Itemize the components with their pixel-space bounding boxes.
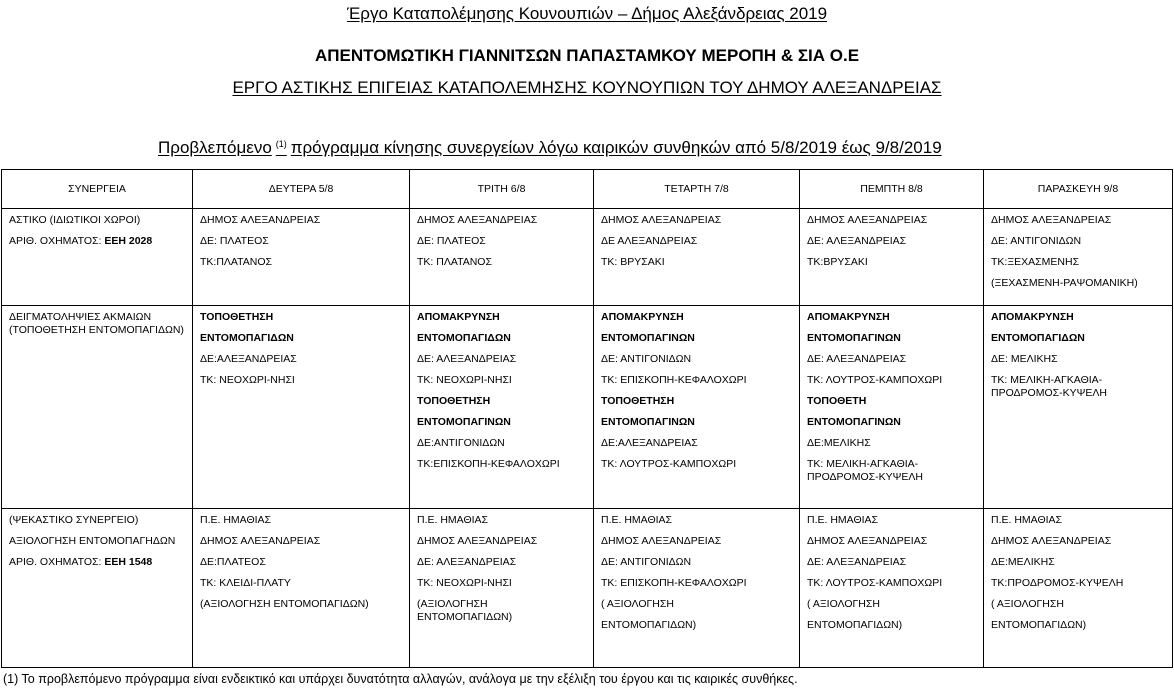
day-cell: [800, 209, 984, 306]
day-cell: [193, 209, 410, 306]
cell-line: Π.Ε. ΗΜΑΘΙΑΣ: [200, 514, 272, 526]
cell-line: ΕΝΤΟΜΟΠΑΓΙΝΩΝ: [601, 416, 695, 428]
day-cell: [984, 306, 1173, 509]
team-cell: [2, 306, 193, 509]
column-header: ΔΕΥΤΕΡΑ 5/8: [193, 170, 410, 209]
team-name: (ΨΕΚΑΣΤΙΚΟ ΣΥΝΕΡΓΕΙΟ): [9, 514, 139, 526]
cell-line: ΔΗΜΟΣ ΑΛΕΞΑΝΔΡΕΙΑΣ: [417, 535, 538, 547]
cell-line: ΕΝΤΟΜΟΠΑΓΙΔΩΝ: [200, 332, 294, 344]
cell-line: ΕΝΤΟΜΟΠΑΓΙΔΩΝ): [991, 619, 1087, 631]
cell-line: Π.Ε. ΗΜΑΘΙΑΣ: [601, 514, 673, 526]
cell-line: ΕΝΤΟΜΟΠΑΓΙΝΩΝ: [807, 332, 901, 344]
cell-line: ΔΗΜΟΣ ΑΛΕΞΑΝΔΡΕΙΑΣ: [200, 214, 321, 226]
cell-line: ΔΕ:ΑΛΕΞΑΝΔΡΕΙΑΣ: [200, 353, 297, 365]
team-name: ΑΣΤΙΚΟ (ΙΔΙΩΤΙΚΟΙ ΧΩΡΟΙ): [9, 214, 141, 226]
cell-line: ΔΕ: ΑΛΕΞΑΝΔΡΕΙΑΣ: [807, 235, 907, 247]
cell-line: ΔΕ: ΑΝΤΙΓΟΝΙΔΩΝ: [991, 235, 1082, 247]
cell-line: ΔΕ:ΑΛΕΞΑΝΔΡΕΙΑΣ: [601, 437, 698, 449]
cell-line: (ΑΞΙΟΛΟΓΗΣΗ ΕΝΤΟΜΟΠΑΓΙΔΩΝ): [200, 598, 369, 610]
cell-line: ΔΗΜΟΣ ΑΛΕΞΑΝΔΡΕΙΑΣ: [601, 214, 722, 226]
day-cell: [410, 306, 594, 509]
footnote-ref: (1): [275, 139, 287, 149]
table-header-row: [2, 170, 1173, 209]
cell-line: ΤΚ:ΠΛΑΤΑΝΟΣ: [200, 256, 273, 268]
vehicle-label: ΑΡΙΘ. ΟΧΗΜΑΤΟΣ:: [9, 235, 105, 247]
cell-line: ΕΝΤΟΜΟΠΑΓΙΝΩΝ: [417, 416, 511, 428]
cell-line: ΔΗΜΟΣ ΑΛΕΞΑΝΔΡΕΙΑΣ: [991, 535, 1112, 547]
footnote: (1) Το προβλεπόμενο πρόγραμμα είναι ενδεικτικό και υπάρχει δυνατότητα αλλαγών, ανάλογα με την εξέλιξη του έργου και τις καιρικές συνθήκες.: [3, 672, 798, 686]
cell-line: ΔΕ:ΜΕΛΙΚΗΣ: [991, 556, 1055, 568]
day-cell: [410, 209, 594, 306]
cell-line: ΔΕ: ΠΛΑΤΕΟΣ: [200, 235, 269, 247]
cell-line: ΤΚ: ΚΛΕΙΔΙ-ΠΛΑΤΥ: [200, 577, 291, 589]
cell-line: ΔΗΜΟΣ ΑΛΕΞΑΝΔΡΕΙΑΣ: [601, 535, 722, 547]
cell-line: ΔΗΜΟΣ ΑΛΕΞΑΝΔΡΕΙΑΣ: [807, 535, 928, 547]
vehicle-label: ΑΡΙΘ. ΟΧΗΜΑΤΟΣ:: [9, 556, 105, 568]
cell-line: ΤΟΠΟΘΕΤΗΣΗ: [200, 311, 274, 323]
cell-line: ΤΚ: ΕΠΙΣΚΟΠΗ-ΚΕΦΑΛΟΧΩΡΙ: [601, 374, 747, 386]
cell-line: Π.Ε. ΗΜΑΘΙΑΣ: [417, 514, 489, 526]
day-cell: [193, 306, 410, 509]
schedule-title-suffix: πρόγραμμα κίνησης συνεργείων λόγω καιρικών συνθηκών από 5/8/2019 έως 9/8/2019: [290, 138, 942, 157]
vehicle-plate: ΕΕΗ 2028: [104, 235, 153, 247]
day-cell: [984, 209, 1173, 306]
cell-line: ΤΚ: ΜΕΛΙΚΗ-ΑΓΚΑΘΙΑ-ΠΡΟΔΡΟΜΟΣ-ΚΥΨΕΛΗ: [807, 458, 923, 483]
table-row: [2, 306, 1173, 509]
company-name: ΑΠΕΝΤΟΜΩΤΙΚΗ ΓΙΑΝΝΙΤΣΩΝ ΠΑΠΑΣΤΑΜΚΟΥ ΜΕΡΟΠΗ & ΣΙΑ Ο.Ε: [314, 46, 860, 65]
cell-line: ΔΕ: ΑΛΕΞΑΝΔΡΕΙΑΣ: [807, 353, 907, 365]
cell-line: ΔΕ:ΜΕΛΙΚΗΣ: [807, 437, 871, 449]
cell-line: ΔΕ ΑΛΕΞΑΝΔΡΕΙΑΣ: [601, 235, 698, 247]
cell-line: ΤΚ: ΒΡΥΣΑΚΙ: [601, 256, 665, 268]
cell-line: ΕΝΤΟΜΟΠΑΓΙΝΩΝ: [601, 332, 695, 344]
project-title: ΕΡΓΟ ΑΣΤΙΚΗΣ ΕΠΙΓΕΙΑΣ ΚΑΤΑΠΟΛΕΜΗΣΗΣ ΚΟΥΝΟΥΠΙΩΝ ΤΟΥ ΔΗΜΟΥ ΑΛΕΞΑΝΔΡΕΙΑΣ: [232, 78, 942, 97]
team-name: ΔΕΙΓΜΑΤΟΛΗΨΙΕΣ ΑΚΜΑΙΩΝ (ΤΟΠΟΘΕΤΗΣΗ ΕΝΤΟΜΟΠΑΓΙΔΩΝ): [9, 311, 184, 336]
day-cell: [594, 306, 800, 509]
cell-line: ΤΚ: ΝΕΟΧΩΡΙ-ΝΗΣΙ: [417, 577, 512, 589]
cell-line: (ΞΕΧΑΣΜΕΝΗ-ΡΑΨΟΜΑΝΙΚΗ): [991, 277, 1138, 289]
cell-line: ΤΚ: ΛΟΥΤΡΟΣ-ΚΑΜΠΟΧΩΡΙ: [601, 458, 737, 470]
schedule-title: [158, 138, 942, 158]
table-row: [2, 509, 1173, 668]
cell-line: ΤΚ:ΒΡΥΣΑΚΙ: [807, 256, 868, 268]
cell-line: Π.Ε. ΗΜΑΘΙΑΣ: [991, 514, 1063, 526]
cell-line: ΔΕ:ΠΛΑΤΕΟΣ: [200, 556, 266, 568]
team-task: ΑΞΙΟΛΟΓΗΣΗ ΕΝΤΟΜΟΠΑΓΗΔΩΝ: [9, 535, 176, 547]
schedule-title-prefix: Προβλεπόμενο: [158, 138, 272, 157]
column-header: ΠΑΡΑΣΚΕΥΗ 9/8: [984, 170, 1173, 209]
column-header: ΤΡΙΤΗ 6/8: [410, 170, 594, 209]
cell-line: ΑΠΟΜΑΚΡΥΝΣΗ: [807, 311, 890, 323]
vehicle-number: [9, 556, 184, 569]
day-cell: [984, 509, 1173, 668]
column-header: ΤΕΤΑΡΤΗ 7/8: [594, 170, 800, 209]
cell-line: ΤΟΠΟΘΕΤΗΣΗ: [601, 395, 675, 407]
cell-line: ΤΚ:ΞΕΧΑΣΜΕΝΗΣ: [991, 256, 1080, 268]
cell-line: ΤΚ:ΠΡΟΔΡΟΜΟΣ-ΚΥΨΕΛΗ: [991, 577, 1124, 589]
cell-line: ΔΗΜΟΣ ΑΛΕΞΑΝΔΡΕΙΑΣ: [417, 214, 538, 226]
cell-line: ΔΕ: ΑΛΕΞΑΝΔΡΕΙΑΣ: [807, 556, 907, 568]
cell-line: ΔΕ: ΑΝΤΙΓΟΝΙΔΩΝ: [601, 556, 692, 568]
cell-line: ΕΝΤΟΜΟΠΑΓΙΔΩΝ: [417, 332, 511, 344]
day-cell: [800, 509, 984, 668]
team-cell: [2, 209, 193, 306]
table-row: [2, 209, 1173, 306]
cell-line: ΤΚ: ΜΕΛΙΚΗ-ΑΓΚΑΘΙΑ-ΠΡΟΔΡΟΜΟΣ-ΚΥΨΕΛΗ: [991, 374, 1107, 399]
day-cell: [193, 509, 410, 668]
cell-line: ΕΝΤΟΜΟΠΑΓΙΔΩΝ): [601, 619, 697, 631]
cell-line: Π.Ε. ΗΜΑΘΙΑΣ: [807, 514, 879, 526]
cell-line: ΤΚ:ΕΠΙΣΚΟΠΗ-ΚΕΦΑΛΟΧΩΡΙ: [417, 458, 560, 470]
cell-line: ΤΚ: ΕΠΙΣΚΟΠΗ-ΚΕΦΑΛΟΧΩΡΙ: [601, 577, 747, 589]
cell-line: ΤΚ: ΛΟΥΤΡΟΣ-ΚΑΜΠΟΧΩΡΙ: [807, 374, 943, 386]
cell-line: ΔΕ: ΜΕΛΙΚΗΣ: [991, 353, 1058, 365]
schedule-table: [1, 169, 1173, 668]
day-cell: [410, 509, 594, 668]
cell-line: ΔΗΜΟΣ ΑΛΕΞΑΝΔΡΕΙΑΣ: [807, 214, 928, 226]
column-header: ΠΕΜΠΤΗ 8/8: [800, 170, 984, 209]
cell-line: ΤΚ: ΛΟΥΤΡΟΣ-ΚΑΜΠΟΧΩΡΙ: [807, 577, 943, 589]
vehicle-plate: ΕΕΗ 1548: [104, 556, 153, 568]
cell-line: ΤΟΠΟΘΕΤΗ: [807, 395, 867, 407]
day-cell: [800, 306, 984, 509]
cell-line: ΑΠΟΜΑΚΡΥΝΣΗ: [991, 311, 1074, 323]
team-cell: [2, 509, 193, 668]
cell-line: ΤΚ: ΝΕΟΧΩΡΙ-ΝΗΣΙ: [417, 374, 512, 386]
cell-line: ΕΝΤΟΜΟΠΑΓΙΝΩΝ: [807, 416, 901, 428]
document-title: Έργο Καταπολέμησης Κουνουπιών – Δήμος Αλεξάνδρειας 2019: [346, 4, 828, 23]
cell-line: ΕΝΤΟΜΟΠΑΓΙΔΩΝ): [807, 619, 903, 631]
cell-line: ( ΑΞΙΟΛΟΓΗΣΗ: [991, 598, 1064, 610]
cell-line: ΔΕ: ΑΛΕΞΑΝΔΡΕΙΑΣ: [417, 353, 517, 365]
cell-line: ΤΟΠΟΘΕΤΗΣΗ: [417, 395, 491, 407]
column-header: ΣΥΝΕΡΓΕΙΑ: [2, 170, 193, 209]
cell-line: ( ΑΞΙΟΛΟΓΗΣΗ: [601, 598, 674, 610]
cell-line: ΔΕ: ΑΝΤΙΓΟΝΙΔΩΝ: [601, 353, 692, 365]
cell-line: ΤΚ: ΠΛΑΤΑΝΟΣ: [417, 256, 492, 268]
cell-line: ΔΕ:ΑΝΤΙΓΟΝΙΔΩΝ: [417, 437, 505, 449]
cell-line: ΕΝΤΟΜΟΠΑΓΙΔΩΝ: [991, 332, 1085, 344]
cell-line: ΤΚ: ΝΕΟΧΩΡΙ-ΝΗΣΙ: [200, 374, 295, 386]
cell-line: ΑΠΟΜΑΚΡΥΝΣΗ: [601, 311, 684, 323]
cell-line: ΔΕ: ΑΛΕΞΑΝΔΡΕΙΑΣ: [417, 556, 517, 568]
cell-line: ΔΗΜΟΣ ΑΛΕΞΑΝΔΡΕΙΑΣ: [991, 214, 1112, 226]
cell-line: ΑΠΟΜΑΚΡΥΝΣΗ: [417, 311, 500, 323]
cell-line: (ΑΞΙΟΛΟΓΗΣΗ ΕΝΤΟΜΟΠΑΓΙΔΩΝ): [417, 598, 513, 623]
cell-line: ΔΗΜΟΣ ΑΛΕΞΑΝΔΡΕΙΑΣ: [200, 535, 321, 547]
cell-line: ( ΑΞΙΟΛΟΓΗΣΗ: [807, 598, 880, 610]
vehicle-number: [9, 235, 184, 248]
day-cell: [594, 509, 800, 668]
cell-line: ΔΕ: ΠΛΑΤΕΟΣ: [417, 235, 486, 247]
day-cell: [594, 209, 800, 306]
